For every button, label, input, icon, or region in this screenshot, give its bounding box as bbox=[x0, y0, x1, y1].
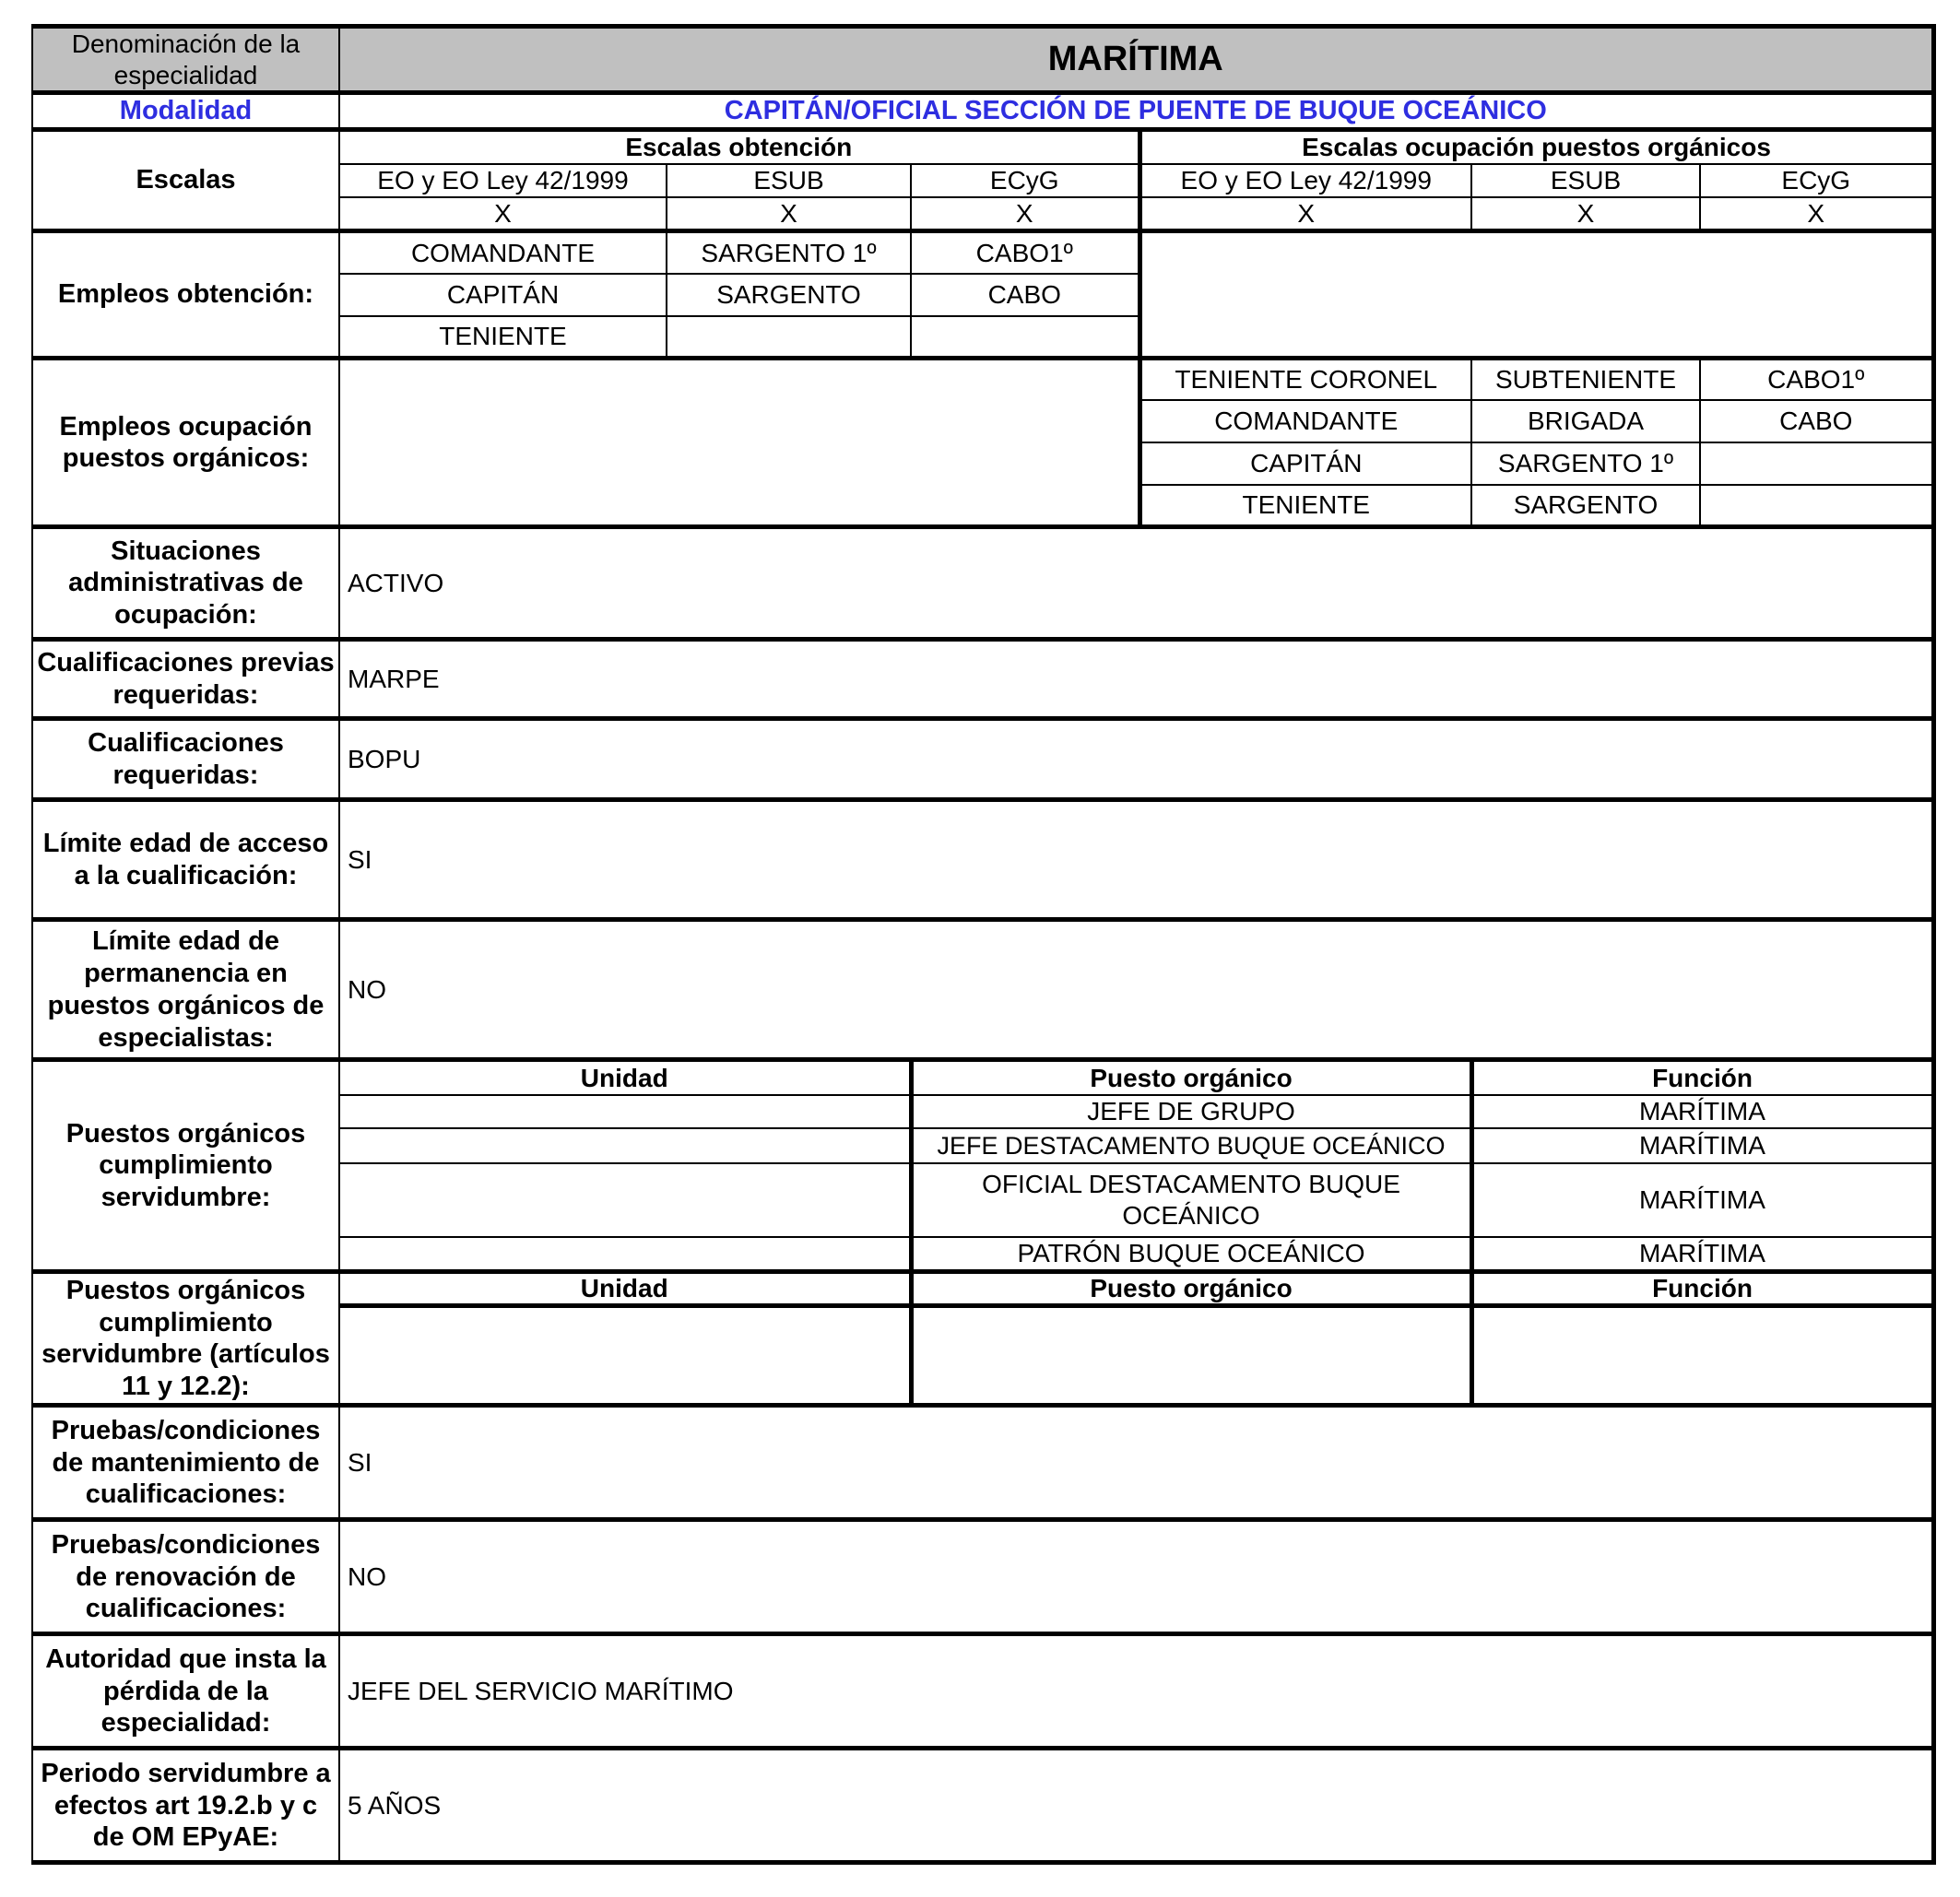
empleo-obtencion-eo-3: TENIENTE bbox=[339, 316, 667, 359]
escala-col-ecyg-ocupacion: ECyG bbox=[1700, 164, 1933, 197]
puestos-label: Puestos orgánicos cumplimiento servidumbre: bbox=[32, 1060, 339, 1272]
puestos-art-header-puesto: Puesto orgánico bbox=[911, 1272, 1471, 1306]
puestos-header-puesto: Puesto orgánico bbox=[911, 1060, 1471, 1095]
puesto-organico-1: JEFE DE GRUPO bbox=[911, 1095, 1471, 1128]
periodo-servidumbre-label: Periodo servidumbre a efectos art 19.2.b y c de OM EPyAE: bbox=[32, 1749, 339, 1863]
periodo-servidumbre-value: 5 AÑOS bbox=[339, 1749, 1933, 1863]
situaciones-value: ACTIVO bbox=[339, 527, 1933, 640]
cualificaciones-requeridas-value: BOPU bbox=[339, 719, 1933, 800]
puesto-funcion-3: MARÍTIMA bbox=[1471, 1163, 1933, 1237]
empleo-ocupacion-eo-4: TENIENTE bbox=[1139, 485, 1471, 527]
puesto-organico-2: JEFE DESTACAMENTO BUQUE OCEÁNICO bbox=[911, 1128, 1471, 1163]
escalas-ocupacion-title: Escalas ocupación puestos orgánicos bbox=[1139, 130, 1933, 164]
escalas-obtencion-title: Escalas obtención bbox=[339, 130, 1139, 164]
limite-edad-permanencia-value: NO bbox=[339, 920, 1933, 1060]
denominacion-label: Denominación de la especialidad bbox=[32, 27, 339, 93]
puestos-header-unidad: Unidad bbox=[339, 1060, 911, 1095]
puesto-funcion-4: MARÍTIMA bbox=[1471, 1237, 1933, 1272]
escala-mark-ecyg-obtencion: X bbox=[911, 197, 1139, 231]
empleo-ocupacion-ecyg-4 bbox=[1700, 485, 1933, 527]
modalidad-label: Modalidad bbox=[32, 93, 339, 130]
empleo-ocupacion-ecyg-2: CABO bbox=[1700, 400, 1933, 442]
empleo-obtencion-ecyg-1: CABO1º bbox=[911, 231, 1139, 274]
puesto-unidad-2 bbox=[339, 1128, 911, 1163]
autoridad-value: JEFE DEL SERVICIO MARÍTIMO bbox=[339, 1634, 1933, 1749]
empleo-ocupacion-ecyg-3 bbox=[1700, 442, 1933, 485]
specialty-sheet bbox=[31, 24, 1932, 1897]
escala-mark-esub-obtencion: X bbox=[667, 197, 911, 231]
puestos-header-funcion: Función bbox=[1471, 1060, 1933, 1095]
puestos-art-funcion-empty bbox=[1471, 1306, 1933, 1406]
escala-mark-eo-ocupacion: X bbox=[1139, 197, 1471, 231]
escala-mark-esub-ocupacion: X bbox=[1471, 197, 1700, 231]
empleo-ocupacion-ecyg-1: CABO1º bbox=[1700, 359, 1933, 400]
empleos-ocupacion-label: Empleos ocupación puestos orgánicos: bbox=[32, 359, 339, 527]
limite-edad-acceso-label: Límite edad de acceso a la cualificación: bbox=[32, 800, 339, 920]
empleos-obtencion-label: Empleos obtención: bbox=[32, 231, 339, 359]
escala-col-esub-obtencion: ESUB bbox=[667, 164, 911, 197]
empleo-obtencion-esub-1: SARGENTO 1º bbox=[667, 231, 911, 274]
situaciones-label: Situaciones administrativas de ocupación: bbox=[32, 527, 339, 640]
empleo-ocupacion-esub-3: SARGENTO 1º bbox=[1471, 442, 1700, 485]
page-title: MARÍTIMA bbox=[339, 27, 1933, 93]
empleo-obtencion-eo-2: CAPITÁN bbox=[339, 274, 667, 316]
empleos-ocupacion-empty-area bbox=[339, 359, 1139, 527]
pruebas-mantenimiento-value: SI bbox=[339, 1406, 1933, 1520]
empleo-ocupacion-esub-2: BRIGADA bbox=[1471, 400, 1700, 442]
puestos-art-header-funcion: Función bbox=[1471, 1272, 1933, 1306]
puestos-art-unidad-empty bbox=[339, 1306, 911, 1406]
escalas-label: Escalas bbox=[32, 130, 339, 231]
puesto-organico-3: OFICIAL DESTACAMENTO BUQUE OCEÁNICO bbox=[911, 1163, 1471, 1237]
empleo-obtencion-ecyg-3 bbox=[911, 316, 1139, 359]
pruebas-mantenimiento-label: Pruebas/condiciones de mantenimiento de cualificaciones: bbox=[32, 1406, 339, 1520]
puestos-art-header-unidad: Unidad bbox=[339, 1272, 911, 1306]
empleo-ocupacion-eo-1: TENIENTE CORONEL bbox=[1139, 359, 1471, 400]
puestos-art-puesto-empty bbox=[911, 1306, 1471, 1406]
escala-col-eo-ocupacion: EO y EO Ley 42/1999 bbox=[1139, 164, 1471, 197]
escala-mark-eo-obtencion: X bbox=[339, 197, 667, 231]
empleo-obtencion-esub-3 bbox=[667, 316, 911, 359]
empleo-ocupacion-eo-2: COMANDANTE bbox=[1139, 400, 1471, 442]
puestos-art-label: Puestos orgánicos cumplimiento servidumbre (artículos 11 y 12.2): bbox=[32, 1272, 339, 1406]
escala-mark-ecyg-ocupacion: X bbox=[1700, 197, 1933, 231]
limite-edad-acceso-value: SI bbox=[339, 800, 1933, 920]
escala-col-esub-ocupacion: ESUB bbox=[1471, 164, 1700, 197]
puesto-unidad-4 bbox=[339, 1237, 911, 1272]
empleo-obtencion-esub-2: SARGENTO bbox=[667, 274, 911, 316]
pruebas-renovacion-label: Pruebas/condiciones de renovación de cualificaciones: bbox=[32, 1520, 339, 1634]
pruebas-renovacion-value: NO bbox=[339, 1520, 1933, 1634]
puesto-organico-4: PATRÓN BUQUE OCEÁNICO bbox=[911, 1237, 1471, 1272]
empleo-ocupacion-eo-3: CAPITÁN bbox=[1139, 442, 1471, 485]
empleo-obtencion-eo-1: COMANDANTE bbox=[339, 231, 667, 274]
empleo-obtencion-ecyg-2: CABO bbox=[911, 274, 1139, 316]
escala-col-eo-obtencion: EO y EO Ley 42/1999 bbox=[339, 164, 667, 197]
puesto-unidad-3 bbox=[339, 1163, 911, 1237]
autoridad-label: Autoridad que insta la pérdida de la especialidad: bbox=[32, 1634, 339, 1749]
specialty-table bbox=[31, 24, 1936, 1865]
empleos-obtencion-empty-area bbox=[1139, 231, 1933, 359]
puesto-funcion-1: MARÍTIMA bbox=[1471, 1095, 1933, 1128]
limite-edad-permanencia-label: Límite edad de permanencia en puestos orgánicos de especialistas: bbox=[32, 920, 339, 1060]
empleo-ocupacion-esub-1: SUBTENIENTE bbox=[1471, 359, 1700, 400]
empleo-ocupacion-esub-4: SARGENTO bbox=[1471, 485, 1700, 527]
cualificaciones-previas-label: Cualificaciones previas requeridas: bbox=[32, 640, 339, 719]
modalidad-value: CAPITÁN/OFICIAL SECCIÓN DE PUENTE DE BUQUE OCEÁNICO bbox=[339, 93, 1933, 130]
escala-col-ecyg-obtencion: ECyG bbox=[911, 164, 1139, 197]
puesto-funcion-2: MARÍTIMA bbox=[1471, 1128, 1933, 1163]
puesto-unidad-1 bbox=[339, 1095, 911, 1128]
cualificaciones-requeridas-label: Cualificaciones requeridas: bbox=[32, 719, 339, 800]
cualificaciones-previas-value: MARPE bbox=[339, 640, 1933, 719]
